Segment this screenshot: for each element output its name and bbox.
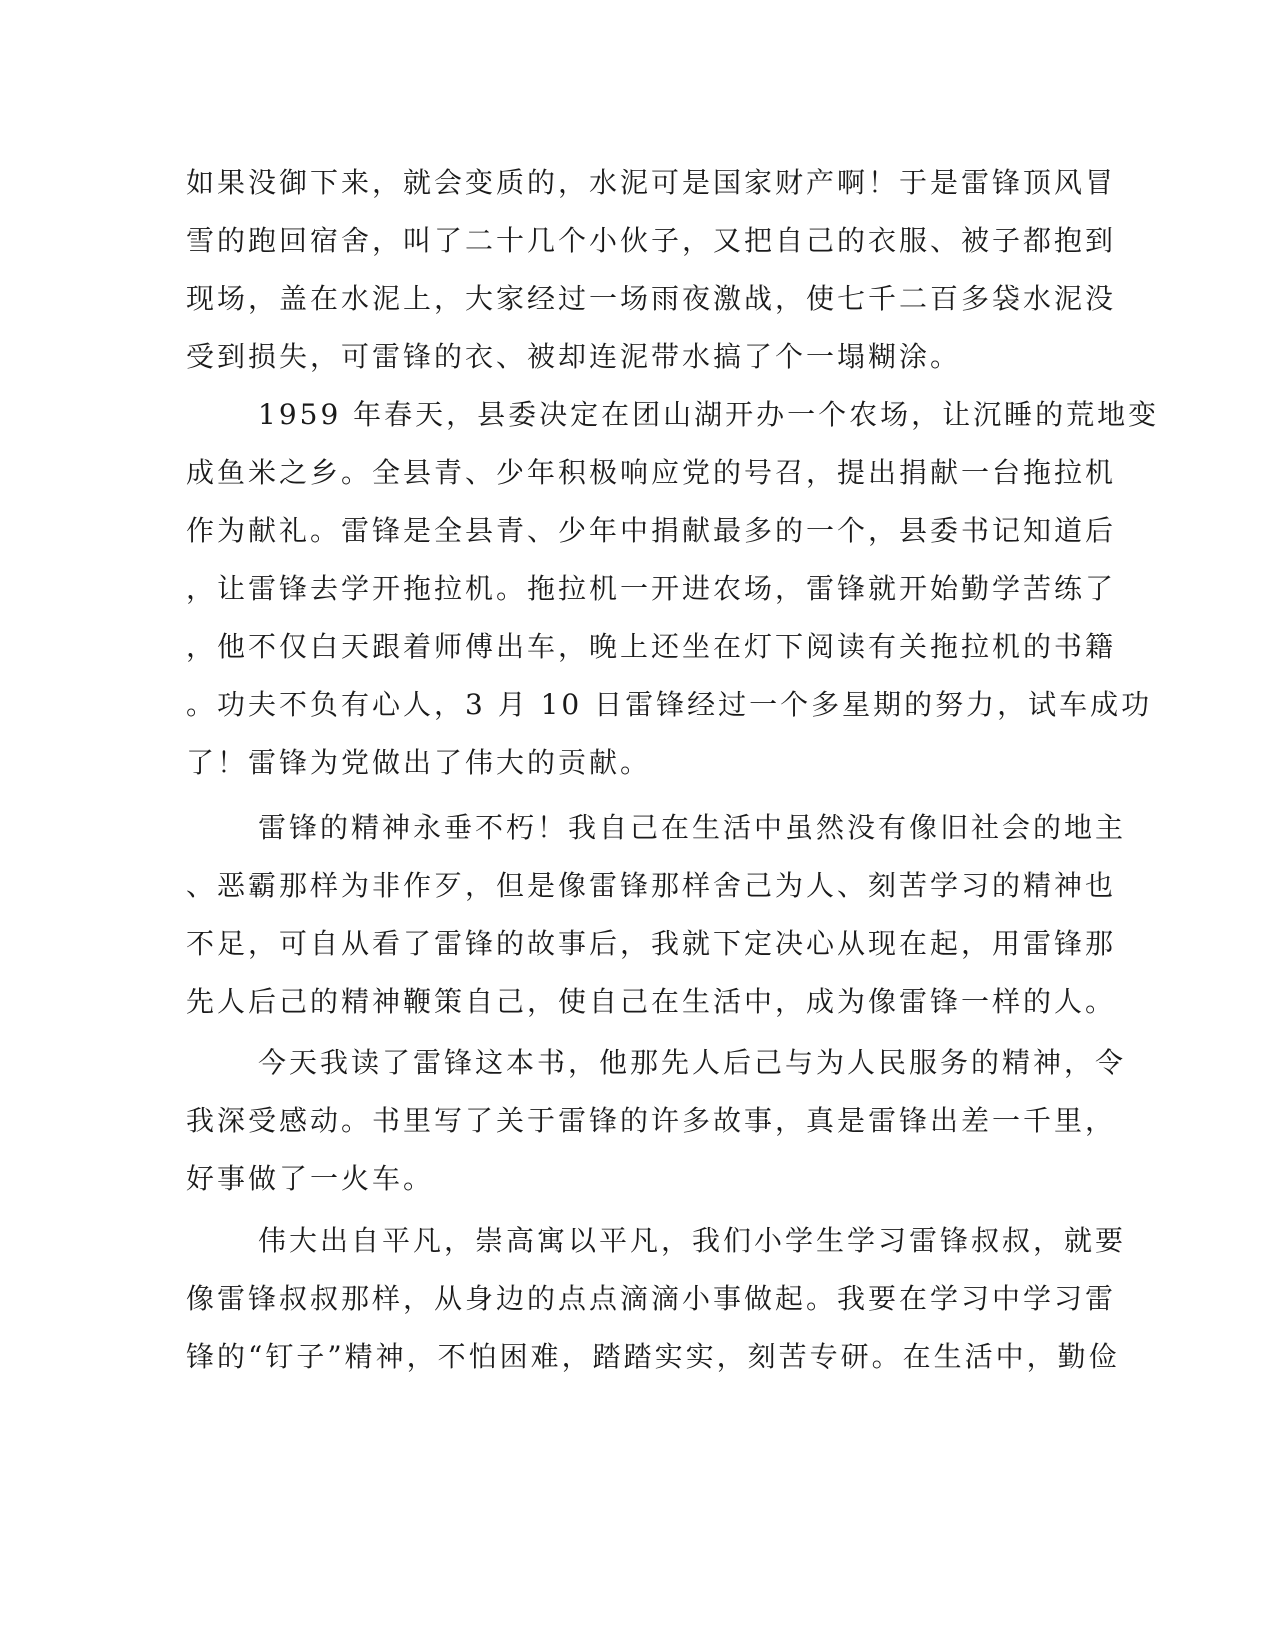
paragraph-4-line-1: 今天我读了雷锋这本书，他那先人后己与为人民服务的精神，令	[258, 1046, 1127, 1079]
paragraph-3-line-3: 不足，可自从看了雷锋的故事后，我就下定决心从现在起，用雷锋那	[186, 927, 1117, 960]
paragraph-2-line-1: 1959 年春天，县委决定在团山湖开办一个农场，让沉睡的荒地变	[258, 398, 1160, 431]
paragraph-1-line-1: 如果没御下来，就会变质的，水泥可是国家财产啊！于是雷锋顶风冒	[186, 166, 1117, 199]
paragraph-5-line-2: 像雷锋叔叔那样，从身边的点点滴滴小事做起。我要在学习中学习雷	[186, 1282, 1117, 1315]
paragraph-2-line-3: 作为献礼。雷锋是全县青、少年中捐献最多的一个，县委书记知道后	[186, 514, 1117, 547]
paragraph-1-line-3: 现场，盖在水泥上，大家经过一场雨夜激战，使七千二百多袋水泥没	[186, 282, 1117, 315]
paragraph-5-line-3: 锋的“钉子”精神，不怕困难，踏踏实实，刻苦专研。在生活中，勤俭	[186, 1340, 1120, 1373]
paragraph-3-line-2: 、恶霸那样为非作歹，但是像雷锋那样舍己为人、刻苦学习的精神也	[186, 869, 1117, 902]
paragraph-5-line-1: 伟大出自平凡，崇高寓以平凡，我们小学生学习雷锋叔叔，就要	[258, 1224, 1127, 1257]
paragraph-4-line-2: 我深受感动。书里写了关于雷锋的许多故事，真是雷锋出差一千里，	[186, 1104, 1117, 1137]
paragraph-3-line-1: 雷锋的精神永垂不朽！我自己在生活中虽然没有像旧社会的地主	[258, 811, 1127, 844]
paragraph-2-line-4: ，让雷锋去学开拖拉机。拖拉机一开进农场，雷锋就开始勤学苦练了	[186, 572, 1117, 605]
paragraph-2-line-6: 。功夫不负有心人，3 月 10 日雷锋经过一个多星期的努力，试车成功	[186, 688, 1153, 721]
paragraph-2-line-5: ，他不仅白天跟着师傅出车，晚上还坐在灯下阅读有关拖拉机的书籍	[186, 630, 1117, 663]
paragraph-2-line-7: 了！雷锋为党做出了伟大的贡献。	[186, 746, 652, 779]
paragraph-1-line-4: 受到损失，可雷锋的衣、被却连泥带水搞了个一塌糊涂。	[186, 340, 962, 373]
paragraph-4-line-3: 好事做了一火车。	[186, 1162, 435, 1195]
paragraph-2-line-2: 成鱼米之乡。全县青、少年积极响应党的号召，提出捐献一台拖拉机	[186, 456, 1117, 489]
paragraph-3-line-4: 先人后己的精神鞭策自己，使自己在生活中，成为像雷锋一样的人。	[186, 985, 1117, 1018]
paragraph-1-line-2: 雪的跑回宿舍，叫了二十几个小伙子，又把自己的衣服、被子都抱到	[186, 224, 1117, 257]
